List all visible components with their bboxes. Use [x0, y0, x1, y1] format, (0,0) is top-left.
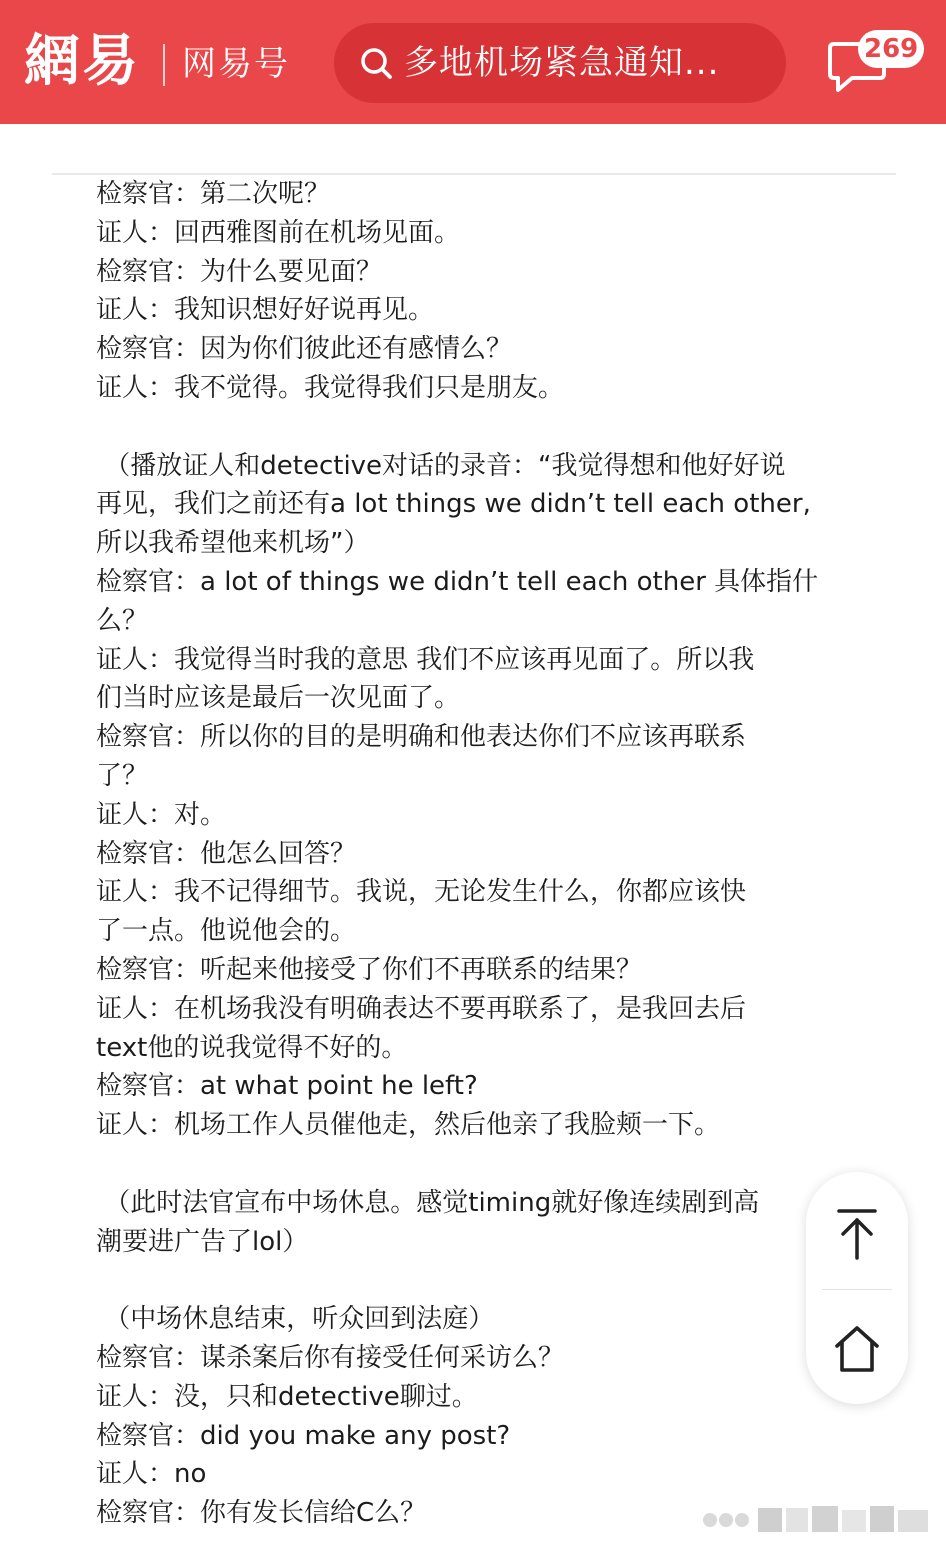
message-count-badge: 269	[858, 30, 924, 68]
transcript-line: （播放证人和detective对话的录音：“我觉得想和他好好说	[96, 450, 786, 481]
transcript-line: 了一点。他说他会的。	[96, 916, 357, 947]
transcript-text	[96, 175, 856, 1533]
transcript-line: 了？	[96, 760, 149, 791]
article-screenshot-image	[52, 173, 896, 1547]
transcript-line: 检察官：你有发长信给C么？	[96, 1498, 427, 1529]
transcript-line: 潮要进广告了lol）	[96, 1226, 309, 1257]
transcript-line: 证人：我觉得当时我的意思 我们不应该再见面了。所以我	[96, 644, 755, 675]
search-bar[interactable]	[334, 23, 786, 103]
transcript-line: 么？	[96, 605, 149, 636]
home-icon	[833, 1324, 881, 1374]
transcript-line: 检察官：第二次呢？	[96, 179, 331, 209]
search-hot-query[interactable]: 多地机场紧急通知...	[404, 43, 720, 83]
blurred-watermark	[700, 1500, 936, 1538]
transcript-line: 检察官：他怎么回答？	[96, 838, 357, 869]
transcript-line: 证人：回西雅图前在机场见面。	[96, 217, 461, 248]
transcript-line: 证人：机场工作人员催他走，然后他亲了我脸颊一下。	[96, 1110, 721, 1141]
transcript-line: 证人：我不觉得。我觉得我们只是朋友。	[96, 372, 565, 403]
transcript-line: 所以我希望他来机场”）	[96, 528, 370, 559]
transcript-line: 检察官：听起来他接受了你们不再联系的结果？	[96, 954, 643, 985]
transcript-line: 检察官：为什么要见面？	[96, 256, 383, 287]
transcript-line: 证人：我知识想好好说再见。	[96, 295, 435, 326]
float-panel-divider	[822, 1289, 892, 1290]
transcript-line: 证人：对。	[96, 799, 227, 830]
transcript-line: text他的说我觉得不好的。	[96, 1032, 408, 1063]
transcript-line: 们当时应该是最后一次见面了。	[96, 683, 461, 714]
transcript-line: 证人：我不记得细节。我说，无论发生什么，你都应该快	[96, 877, 747, 908]
transcript-line: 证人：no	[96, 1459, 207, 1490]
search-icon	[358, 45, 394, 81]
paragraph-gap	[96, 1261, 856, 1300]
home-button[interactable]	[806, 1292, 908, 1402]
transcript-line: 检察官：did you make any post?	[96, 1420, 511, 1451]
top-bar	[0, 0, 946, 124]
channel-label[interactable]: 网易号	[182, 44, 290, 84]
transcript-line: 检察官：a lot of things we didn’t tell each other 具体指什	[96, 566, 819, 597]
transcript-line: 检察官：因为你们彼此还有感情么？	[96, 334, 513, 365]
transcript-line: 检察官：所以你的目的是明确和他表达你们不应该再联系	[96, 722, 747, 753]
transcript-line: 再见，我们之前还有a lot things we didn’t tell each other,	[96, 489, 811, 520]
paragraph-gap	[96, 408, 856, 447]
transcript-line: 证人：没，只和detective聊过。	[96, 1381, 478, 1412]
arrow-up-to-line-icon	[835, 1208, 879, 1260]
transcript-line: 证人：在机场我没有明确表达不要再联系了，是我回去后	[96, 993, 747, 1024]
transcript-line: 检察官：at what point he left?	[96, 1071, 478, 1102]
transcript-line: 检察官：谋杀案后你有接受任何采访么？	[96, 1342, 565, 1373]
floating-action-panel	[806, 1172, 908, 1404]
transcript-line: （此时法官宣布中场休息。感觉timing就好像连续剧到高	[96, 1187, 760, 1218]
paragraph-gap	[96, 1145, 856, 1184]
transcript-line: （中场休息结束，听众回到法庭）	[96, 1304, 495, 1335]
netease-logo[interactable]: 網易	[24, 28, 140, 94]
header-divider	[163, 44, 165, 86]
back-to-top-button[interactable]	[806, 1176, 908, 1286]
